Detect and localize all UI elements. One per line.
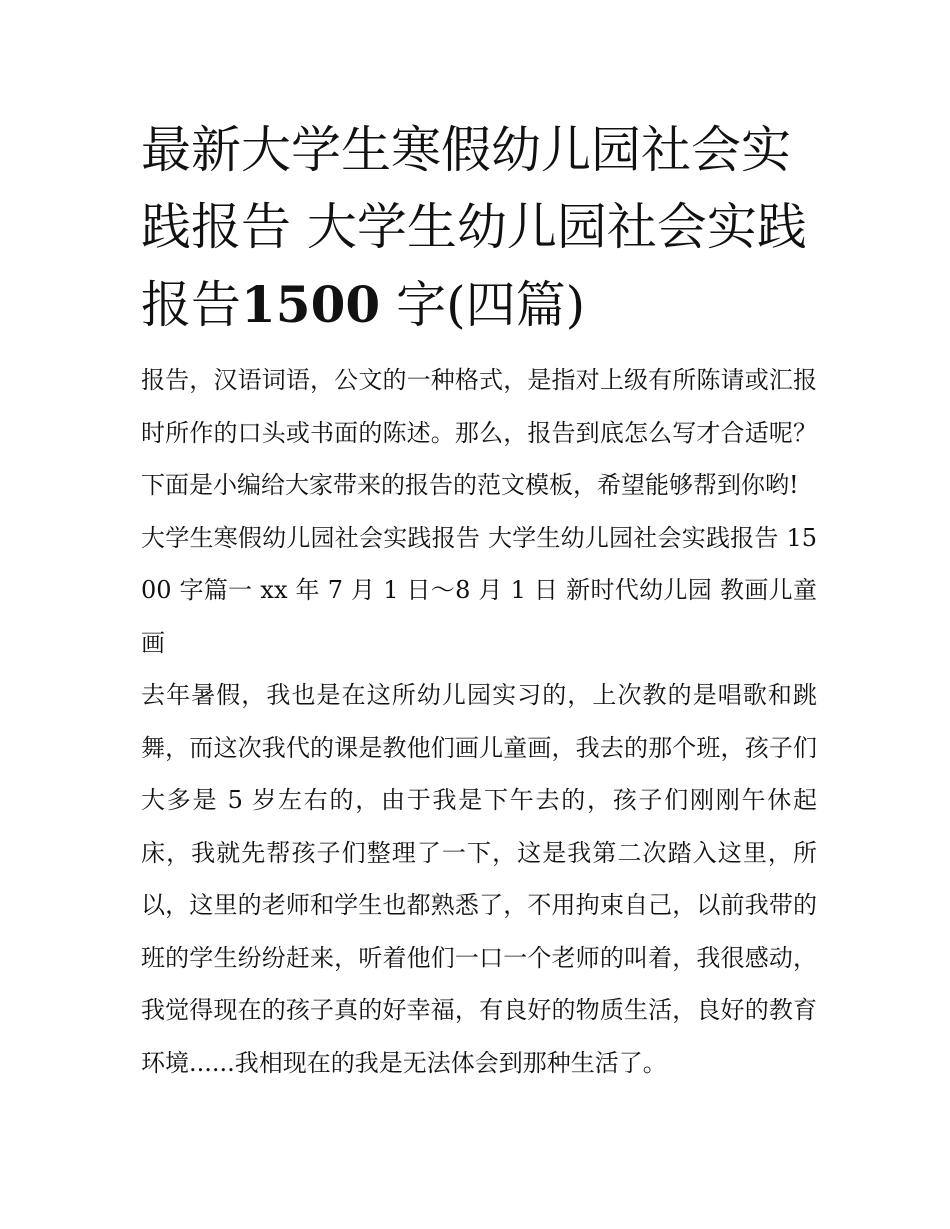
- title-text: 最新大学生寒假幼儿园社会实践报告 大学生幼儿园社会实践报告: [141, 121, 807, 334]
- title-suffix: 字(四篇): [396, 276, 586, 334]
- document-title: [141, 112, 817, 344]
- intro-paragraph: 报告，汉语词语，公文的一种格式，是指对上级有所陈请或汇报时所作的口头或书面的陈述。那么，报告到底怎么写才合适呢？下面是小编给大家带来的报告的范文模板，希望能够帮到你哟!: [141, 366, 817, 499]
- document-body: [141, 112, 817, 1089]
- section-heading-paragraph: 大学生寒假幼儿园社会实践报告 大学生幼儿园社会实践报告 1500 字篇一 xx 年 7 月 1 日～8 月 1 日 新时代幼儿园 教画儿童画: [141, 523, 817, 657]
- body-paragraph: 去年暑假，我也是在这所幼儿园实习的，上次教的是唱歌和跳舞，而这次我代的课是教他们画儿童画，我去的那个班，孩子们大多是 5 岁左右的，由于我是下午去的，孩子们刚刚午休起床，我就先帮孩子们整理了一下，这是我第二次踏入这里，所以，这里的老师和学生也都熟悉了，不用拘束自己，以前我带的班的学生纷纷赶来，听着他们一口一个老师的叫着，我很感动，我觉得现在的孩子真的好幸福，有良好的物质生活，良好的教育环境......我相现在的我是无法体会到那种生活了。: [141, 681, 817, 1077]
- title-number: 1500: [241, 275, 381, 334]
